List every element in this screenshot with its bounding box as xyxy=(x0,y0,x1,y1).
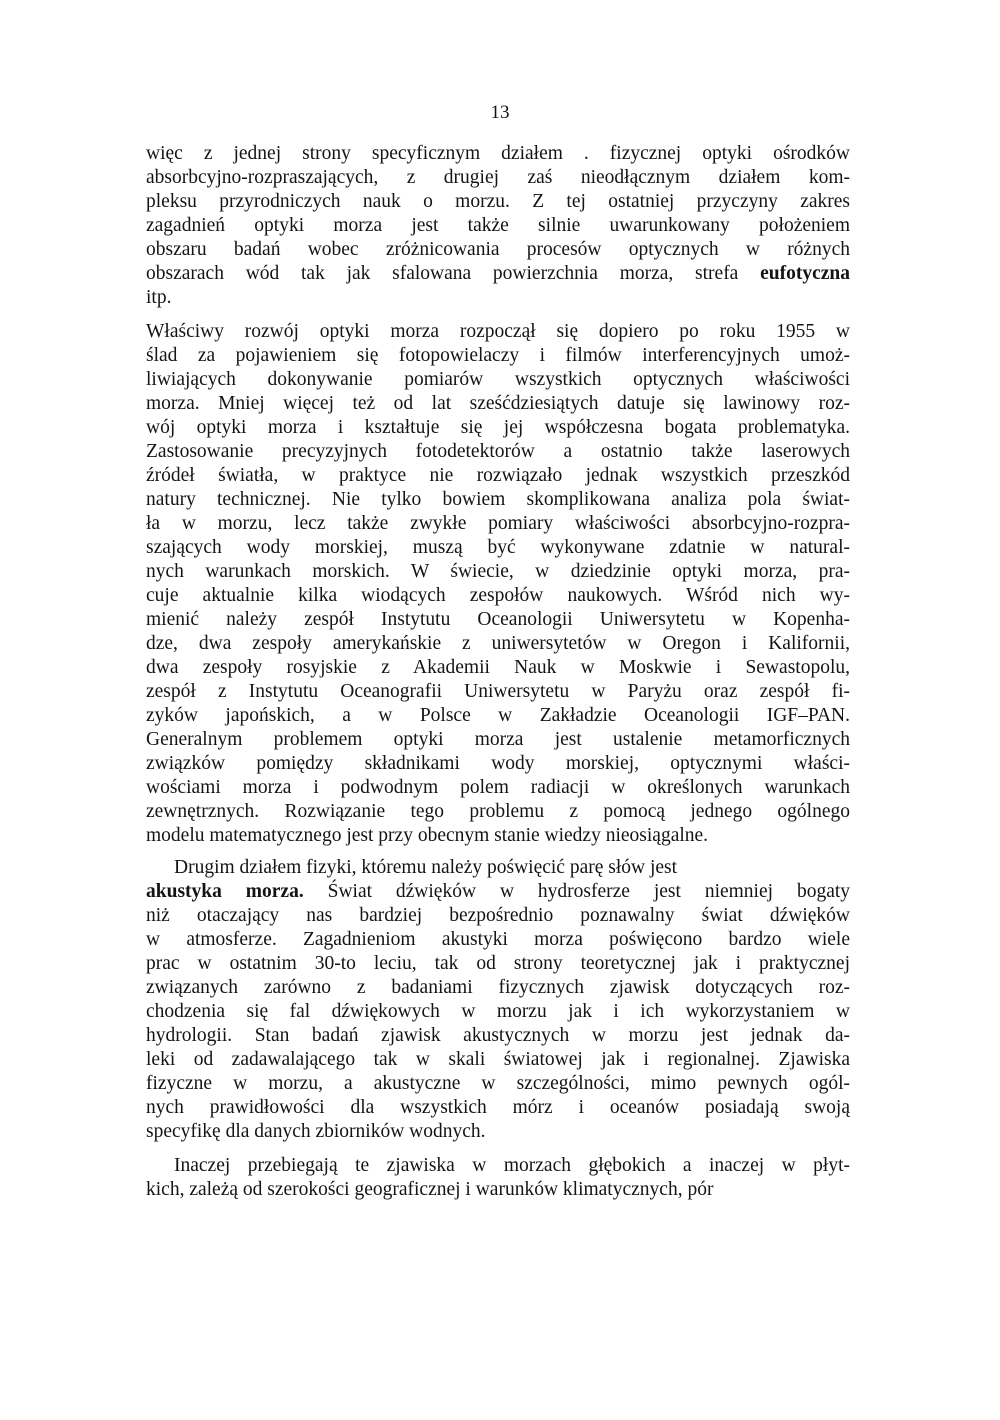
text-segment: szających wody morskiej, muszą być wykonywane zdatnie w natural- xyxy=(146,537,850,558)
text-line xyxy=(146,976,850,1000)
text-line xyxy=(146,368,850,392)
text-line xyxy=(146,1096,850,1120)
text-line xyxy=(146,344,850,368)
text-line xyxy=(146,904,850,928)
text-line xyxy=(146,238,850,262)
text-line xyxy=(146,166,850,190)
text-line xyxy=(146,824,850,848)
text-line xyxy=(146,1024,850,1048)
text-segment: Zastosowanie precyzyjnych fotodetektorów a ostatnio także laserowych xyxy=(146,441,850,462)
text-line xyxy=(146,1048,850,1072)
bold-term: eufotyczna xyxy=(760,263,850,284)
text-line xyxy=(146,1120,850,1144)
text-line xyxy=(146,608,850,632)
text-segment: Właściwy rozwój optyki morza rozpoczął się dopiero po roku 1955 w xyxy=(146,321,850,342)
text-segment: Inaczej przebiegają te zjawiska w morzach głębokich a inaczej w płyt- xyxy=(174,1155,850,1176)
text-segment: dwa zespoły rosyjskie z Akademii Nauk w Moskwie i Sewastopolu, xyxy=(146,657,850,678)
text-segment: zewnętrznych. Rozwiązanie tego problemu z pomocą jednego ogólnego xyxy=(146,801,850,822)
text-segment: pleksu przyrodniczych nauk o morzu. Z tej ostatniej przyczyny zakres xyxy=(146,191,850,212)
text-line xyxy=(146,1000,850,1024)
text-line xyxy=(146,632,850,656)
text-segment: ła w morzu, lecz także zwykłe pomiary właściwości absorbcyjno-rozpra- xyxy=(146,513,850,534)
text-segment: dze, dwa zespoły amerykańskie z uniwersytetów w Oregon i Kalifornii, xyxy=(146,633,850,654)
text-line xyxy=(146,416,850,440)
text-segment: absorbcyjno-rozpraszających, z drugiej zaś nieodłącznym działem kom- xyxy=(146,167,850,188)
text-line xyxy=(146,880,850,904)
text-segment: w atmosferze. Zagadnieniom akustyki morza poświęcono bardzo wiele xyxy=(146,929,850,950)
bold-term: akustyka morza. xyxy=(146,881,304,902)
text-line xyxy=(146,704,850,728)
text-line xyxy=(146,320,850,344)
text-line xyxy=(146,584,850,608)
text-line xyxy=(146,512,850,536)
text-line xyxy=(146,464,850,488)
page-number: 13 xyxy=(490,102,510,123)
text-line xyxy=(146,952,850,976)
text-segment: modelu matematycznego jest przy obecnym stanie wiedzy nieosiągalne. xyxy=(146,825,709,846)
text-line xyxy=(146,262,850,286)
text-segment: Drugim działem fizyki, któremu należy poświęcić parę słów jest xyxy=(174,857,678,878)
text-segment: kich, zależą od szerokości geograficznej i warunków klimatycznych, pór xyxy=(146,1179,714,1200)
text-segment: Generalnym problemem optyki morza jest ustalenie metamorficznych xyxy=(146,729,850,750)
text-line xyxy=(146,190,850,214)
text-segment: wościami morza i podwodnym polem radiacji w określonych warunkach xyxy=(146,777,850,798)
text-segment: zyków japońskich, a w Polsce w Zakładzie Oceanologii IGF–PAN. xyxy=(146,705,850,726)
text-line xyxy=(146,928,850,952)
text-segment: chodzenia się fal dźwiękowych w morzu jak i ich wykorzystaniem w xyxy=(146,1001,850,1022)
text-segment: związków pomiędzy składnikami wody morskiej, optycznymi właści- xyxy=(146,753,850,774)
text-segment: leki od zadawalającego tak w skali światowej jak i regionalnej. Zjawiska xyxy=(146,1049,850,1070)
text-segment: więc z jednej strony specyficznym działem . fizycznej optyki ośrodków xyxy=(146,143,850,164)
text-line xyxy=(174,856,850,880)
text-line xyxy=(146,656,850,680)
text-line xyxy=(146,440,850,464)
text-line xyxy=(146,214,850,238)
text-segment: niż otaczający nas bardziej bezpośrednio poznawalny świat dźwięków xyxy=(146,905,850,926)
text-line xyxy=(146,488,850,512)
text-line xyxy=(146,560,850,584)
text-line xyxy=(146,1178,850,1202)
text-segment: źródeł światła, w praktyce nie rozwiązało jednak wszystkich przeszkód xyxy=(146,465,850,486)
text-line xyxy=(146,752,850,776)
text-segment: natury technicznej. Nie tylko bowiem skomplikowana analiza pola świat- xyxy=(146,489,850,510)
text-segment: specyfikę dla danych zbiorników wodnych. xyxy=(146,1121,486,1142)
text-segment: hydrologii. Stan badań zjawisk akustycznych w morzu jest jednak da- xyxy=(146,1025,850,1046)
text-segment: obszarach wód tak jak sfalowana powierzchnia morza, strefa xyxy=(146,263,761,284)
text-segment: itp. xyxy=(146,287,172,308)
text-segment: nych prawidłowości dla wszystkich mórz i oceanów posiadają swoją xyxy=(146,1097,850,1118)
text-segment: prac w ostatnim 30-to leciu, tak od strony teoretycznej jak i praktycznej xyxy=(146,953,850,974)
text-segment: ślad za pojawieniem się fotopowielaczy i filmów interferencyjnych umoż- xyxy=(146,345,850,366)
text-segment: obszaru badań wobec zróżnicowania procesów optycznych w różnych xyxy=(146,239,850,260)
text-segment: cuje aktualnie kilka wiodących zespołów naukowych. Wśród nich wy- xyxy=(146,585,850,606)
text-segment: związanych zarówno z badaniami fizycznych zjawisk dotyczących roz- xyxy=(146,977,850,998)
text-segment: nych warunkach morskich. W świecie, w dziedzinie optyki morza, pra- xyxy=(146,561,850,582)
text-line xyxy=(146,776,850,800)
text-line xyxy=(146,392,850,416)
text-line xyxy=(146,1072,850,1096)
text-segment: morza. Mniej więcej też od lat sześćdziesiątych datuje się lawinowy roz- xyxy=(146,393,850,414)
text-segment: liwiających dokonywanie pomiarów wszystkich optycznych właściwości xyxy=(146,369,850,390)
text-segment: zespół z Instytutu Oceanografii Uniwersytetu w Paryżu oraz zespół fi- xyxy=(146,681,850,702)
text-segment: zagadnień optyki morza jest także silnie uwarunkowany położeniem xyxy=(146,215,850,236)
text-segment: wój optyki morza i kształtuje się jej współczesna bogata problematyka. xyxy=(146,417,850,438)
text-line xyxy=(146,536,850,560)
text-line xyxy=(146,680,850,704)
text-line xyxy=(146,728,850,752)
text-line xyxy=(146,800,850,824)
text-line xyxy=(174,1154,850,1178)
text-line xyxy=(146,286,850,310)
text-segment: fizyczne w morzu, a akustyczne w szczególności, mimo pewnych ogól- xyxy=(146,1073,850,1094)
text-line xyxy=(146,142,850,166)
text-segment: mienić należy zespół Instytutu Oceanologii Uniwersytetu w Kopenha- xyxy=(146,609,850,630)
text-segment: Świat dźwięków w hydrosferze jest niemniej bogaty xyxy=(303,881,851,902)
